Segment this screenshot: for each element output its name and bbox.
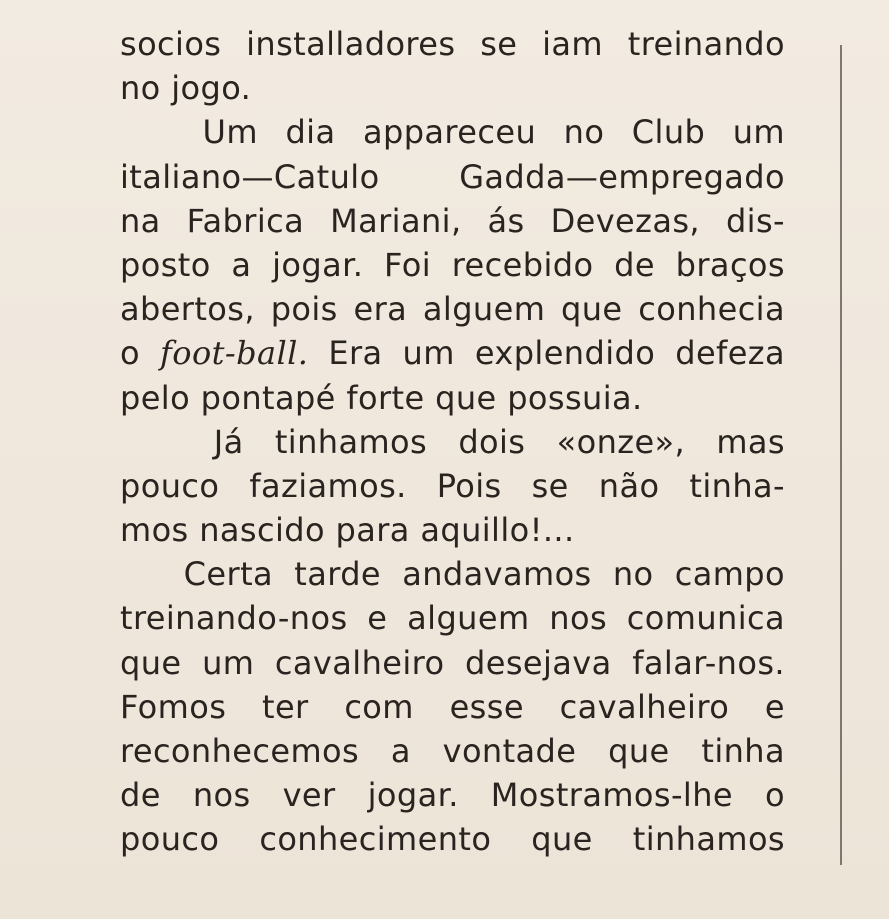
text-line [120,110,785,154]
text-segment: Certa tarde andavamos no campo [120,555,785,594]
text-segment: posto a jogar. Foi recebido de braços [120,245,785,284]
text-line [120,729,785,773]
text-segment: abertos, pois era alguem que conhecia [120,290,785,329]
text-segment: pouco conhecimento que tinhamos [120,820,785,859]
text-segment: na Fabrica Mariani, ás Devezas, dis- [120,201,785,240]
text-line [120,331,785,375]
text-segment: o [120,334,161,373]
text-line [120,685,785,729]
text-line [120,22,785,66]
text-segment: italiano—Catulo Gadda—empregado [120,157,785,196]
text-line [120,552,785,596]
text-line [120,641,785,685]
text-segment: no jogo. [120,69,252,108]
text-column [120,22,785,862]
text-line [120,464,785,508]
text-line [120,155,785,199]
text-segment: reconhecemos a vontade que tinha [120,732,785,770]
text-segment: Era um explendido defeza [308,334,785,373]
text-line [120,420,785,464]
text-line [120,376,785,420]
text-line [120,287,785,331]
column-rule [840,45,842,865]
text-segment: pelo pontapé forte que possuia. [120,378,643,417]
text-segment: de nos ver jogar. Mostramos-lhe o [120,776,785,815]
italic-term: foot-ball. [160,334,309,373]
text-line [120,596,785,640]
text-segment: Fomos ter com esse cavalheiro e [120,687,785,726]
text-segment: socios installadores se iam treinando [120,25,785,63]
text-segment: que um cavalheiro desejava falar-nos. [120,643,785,682]
text-segment: Já tinhamos dois «onze», mas [120,422,785,461]
text-segment: mos nascido para aquillo!... [120,511,575,550]
text-segment: pouco faziamos. Pois se não tinha- [120,466,785,505]
text-line [120,773,785,817]
text-segment: treinando-nos e alguem nos comunica [120,599,785,638]
text-line [120,508,785,552]
text-line [120,817,785,861]
text-segment: Um dia appareceu no Club um [120,113,785,152]
text-line [120,199,785,243]
text-line [120,243,785,287]
text-line [120,66,785,110]
